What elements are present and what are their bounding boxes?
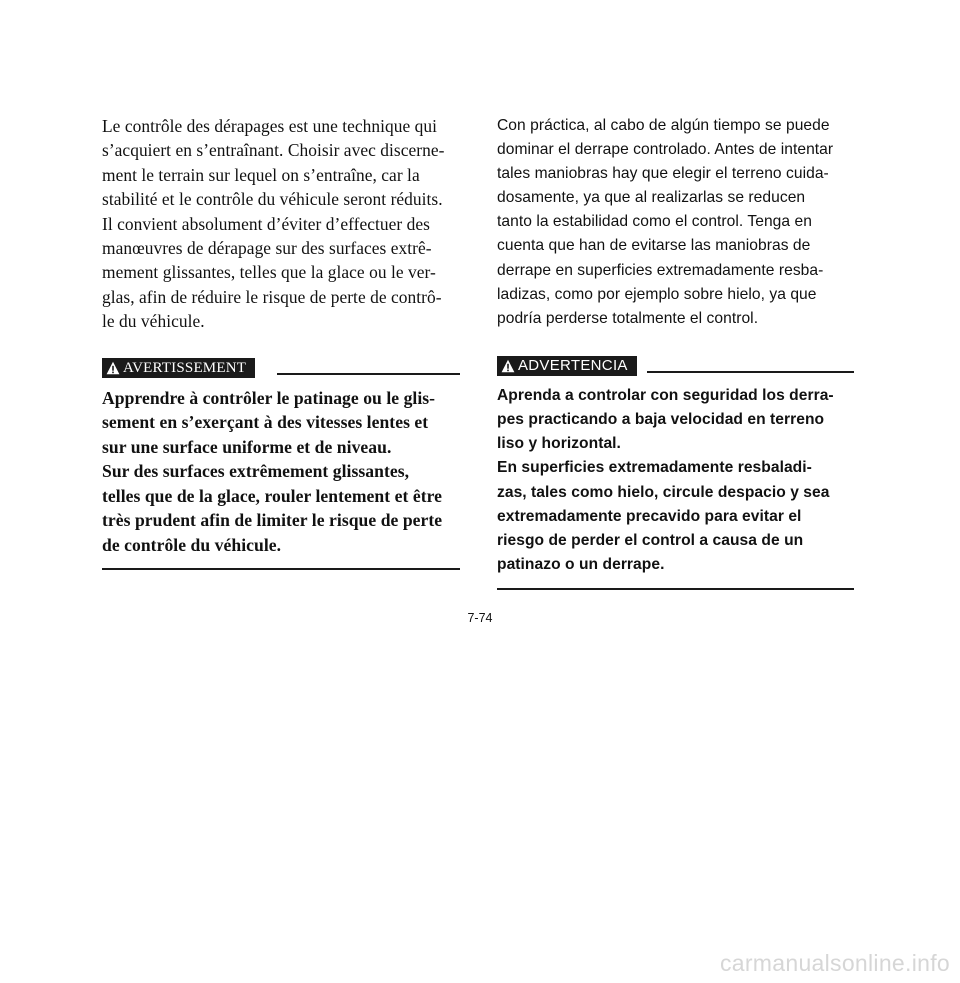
warning-triangle-icon (106, 361, 120, 375)
spanish-intro-paragraph: Con práctica, al cabo de algún tiempo se puede dominar el derrape controlado. Antes de intentar tales maniobras hay que elegir el terreno cuida- dosamente, ya que al realizarlas se reducen tanto la estabilidad como el control. Tenga en cuenta que han de evitarse las maniobras de derrape en superficies extremadamente resba- ladizas, como por ejemplo sobre hielo, ya que podría perderse totalmente el control. (497, 117, 834, 327)
spanish-warning-text-2: En superficies extremadamente resbaladi- zas, tales como hielo, circule despacio y sea extremadamente precavido para evitar el riesgo de perder el control a causa de un patinazo o un derrape. (497, 459, 830, 574)
spanish-warning-end-rule (497, 588, 854, 590)
french-warning-body (102, 386, 460, 558)
french-warning-text-2: Sur des surfaces extrêmement glissantes, telles que de la glace, rouler lentement et être très prudent afin de limiter le risque de perte de contrôle du véhicule. (102, 461, 443, 555)
french-column (102, 114, 460, 570)
french-warning-header (102, 356, 460, 380)
spanish-warning-body (497, 384, 854, 578)
french-warning-text-1: Apprendre à contrôler le patinage ou le glis- sement en s’exerçant à des vitesses lentes et sur une surface uniforme et de niveau. (102, 387, 436, 457)
spanish-column (497, 114, 854, 590)
french-intro-paragraph: Le contrôle des dérapages est une technique qui s’acquiert en s’entraînant. Choisir avec discerne- ment le terrain sur lequel on s’entraîne, car la stabilité et le contrôle du véhicule seront réduits. Il convient absolument d’éviter d’effectuer des manœuvres de dérapage sur des surfaces extrê- mement glissantes, telles que la glace ou le ver- glas, afin de réduire le risque de perte de contrô- le du véhicule. (102, 116, 445, 332)
french-warning-badge (102, 358, 255, 378)
spanish-warning-header (497, 354, 854, 378)
french-warning-label: AVERTISSEMENT (123, 359, 247, 376)
watermark-text[interactable]: carmanualsonline.info (719, 950, 950, 976)
spanish-warning-text-1: Aprenda a controlar con seguridad los derra- pes practicando a baja velocidad en terreno liso y horizontal. (497, 386, 834, 453)
spanish-warning-header-rule (647, 371, 854, 373)
spanish-warning-badge (497, 356, 637, 376)
french-warning-end-rule (102, 568, 460, 570)
spanish-warning-label: ADVERTENCIA (518, 356, 628, 374)
french-warning-header-rule (277, 373, 460, 375)
page-number: 7-74 (467, 611, 493, 625)
warning-triangle-icon (501, 359, 515, 373)
